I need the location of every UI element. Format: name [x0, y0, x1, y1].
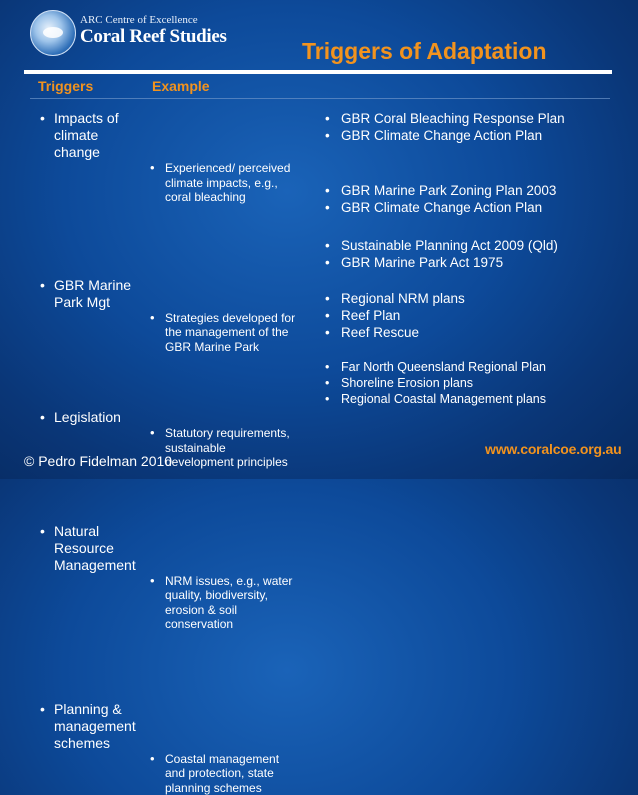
example-cell-3 — [150, 426, 335, 470]
trigger-line: Resource — [54, 540, 159, 557]
trigger-line: • GBR Marine — [54, 277, 154, 294]
plan-item: • Far North Queensland Regional Plan — [324, 359, 614, 375]
trigger-cell-4 — [40, 523, 159, 574]
example-line: climate impacts, e.g., — [165, 176, 330, 191]
plan-item: • GBR Marine Park Zoning Plan 2003 — [324, 182, 614, 199]
copyright-footer: © Pedro Fidelman 2010 — [24, 453, 172, 469]
example-line: conservation — [165, 617, 335, 632]
coral-reef-studies-logo — [30, 6, 230, 56]
trigger-line: • Impacts of — [54, 110, 154, 127]
example-cell-1 — [150, 161, 330, 205]
example-line: erosion & soil — [165, 603, 335, 618]
trigger-line: schemes — [54, 735, 159, 752]
example-line: development principles — [165, 455, 335, 470]
plan-item: • Reef Rescue — [324, 324, 614, 341]
plans-cell-3 — [324, 237, 614, 271]
example-line: planning schemes — [165, 781, 335, 795]
example-cell-4 — [150, 574, 335, 632]
trigger-cell-1 — [40, 110, 154, 161]
plan-item: • GBR Marine Park Act 1975 — [324, 254, 614, 271]
example-line: and protection, state — [165, 766, 335, 781]
title-divider — [24, 70, 612, 74]
plan-item: • Shoreline Erosion plans — [324, 375, 614, 391]
plans-cell-1 — [324, 110, 614, 144]
logo-emblem-icon — [30, 10, 76, 56]
trigger-line: • Planning & — [54, 701, 159, 718]
trigger-line: Park Mgt — [54, 294, 154, 311]
example-line: • Strategies developed for — [165, 311, 335, 326]
website-url: www.coralcoe.org.au — [485, 441, 622, 457]
plan-item: • Regional Coastal Management plans — [324, 391, 614, 407]
example-line: the management of the — [165, 325, 335, 340]
plan-item: • Regional NRM plans — [324, 290, 614, 307]
header-example: Example — [152, 78, 210, 94]
trigger-line: Management — [54, 557, 159, 574]
example-line: • Statutory requirements, — [165, 426, 335, 441]
header-divider — [30, 98, 610, 99]
plan-item: • Sustainable Planning Act 2009 (Qld) — [324, 237, 614, 254]
header-triggers: Triggers — [38, 78, 93, 94]
example-line: coral bleaching — [165, 190, 330, 205]
plans-cell-4 — [324, 290, 614, 341]
logo-line2: Coral Reef Studies — [80, 26, 227, 48]
plans-cell-5 — [324, 359, 614, 407]
example-line: • Experienced/ perceived — [165, 161, 330, 176]
example-cell-5 — [150, 752, 335, 795]
example-cell-2 — [150, 311, 335, 355]
trigger-line: climate — [54, 127, 154, 144]
example-line: sustainable — [165, 441, 335, 456]
logo-line1: ARC Centre of Excellence — [80, 14, 198, 26]
trigger-cell-5 — [40, 701, 159, 752]
example-line: • Coastal management — [165, 752, 335, 767]
example-line: • NRM issues, e.g., water — [165, 574, 335, 589]
plan-item: • GBR Climate Change Action Plan — [324, 199, 614, 216]
example-line: quality, biodiversity, — [165, 588, 335, 603]
plan-item: • GBR Climate Change Action Plan — [324, 127, 614, 144]
trigger-line: management — [54, 718, 159, 735]
example-line: GBR Marine Park — [165, 340, 335, 355]
trigger-line: • Natural — [54, 523, 159, 540]
trigger-cell-3 — [40, 409, 154, 426]
trigger-cell-2 — [40, 277, 154, 311]
trigger-line: • Legislation — [54, 409, 154, 426]
plan-item: • GBR Coral Bleaching Response Plan — [324, 110, 614, 127]
plans-cell-2 — [324, 182, 614, 216]
trigger-line: change — [54, 144, 154, 161]
slide-title: Triggers of Adaptation — [302, 38, 547, 65]
plan-item: • Reef Plan — [324, 307, 614, 324]
